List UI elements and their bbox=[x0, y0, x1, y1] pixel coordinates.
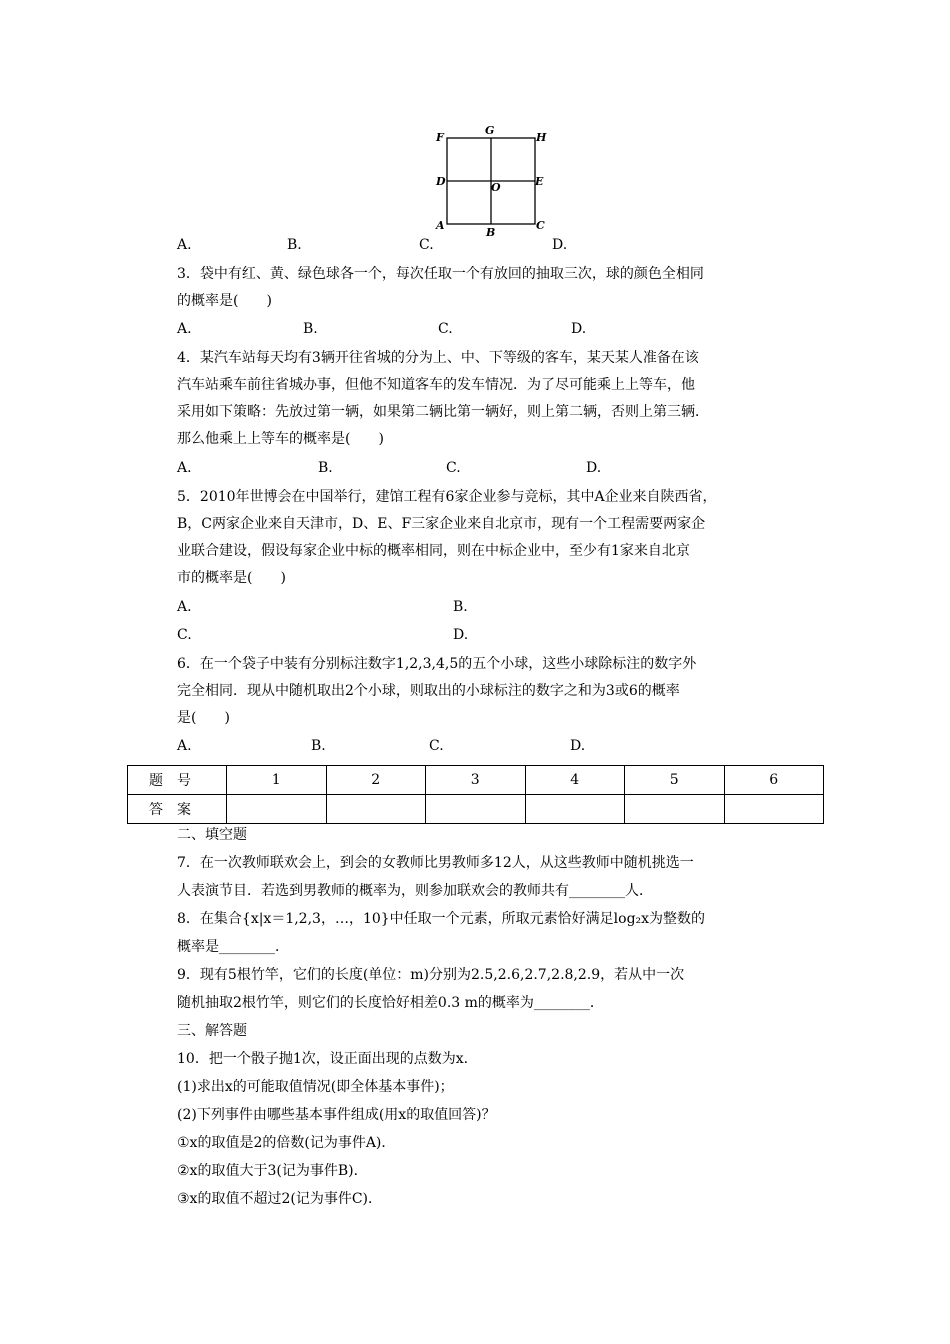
q3-option-d: D. bbox=[571, 321, 587, 337]
grid-svg bbox=[425, 120, 555, 240]
q10-line-1: 10．把一个骰子抛1次，设正面出现的点数为x. bbox=[177, 1051, 469, 1067]
section-2-heading: 二、填空题 bbox=[177, 827, 247, 843]
table-number-6: 6 bbox=[724, 766, 824, 795]
q3-line-2: 的概率是( ) bbox=[177, 293, 272, 309]
label-E: E bbox=[535, 175, 544, 188]
q2-option-c: C. bbox=[419, 237, 434, 253]
q6-option-d: D. bbox=[570, 738, 586, 754]
square-grid-figure bbox=[425, 120, 555, 240]
q3-option-a: A. bbox=[177, 321, 192, 337]
table-number-5: 5 bbox=[625, 766, 725, 795]
q4-line-4: 那么他乘上上等车的概率是( ) bbox=[177, 431, 384, 447]
label-C: C bbox=[536, 219, 545, 232]
q5-line-3: 业联合建设，假设每家企业中标的概率相同，则在中标企业中，至少有1家来自北京 bbox=[177, 543, 690, 559]
q6-option-c: C. bbox=[429, 738, 444, 754]
q6-line-3: 是( ) bbox=[177, 710, 230, 726]
answer-table-answer-row bbox=[128, 795, 824, 824]
q5-line-2: B，C两家企业来自天津市，D、E、F三家企业来自北京市，现有一个工程需要两家企 bbox=[177, 516, 706, 532]
q4-line-1: 4．某汽车站每天均有3辆开往省城的分为上、中、下等级的客车，某天某人准备在该 bbox=[177, 350, 699, 366]
q5-option-d: D. bbox=[453, 627, 469, 643]
answer-cell-2[interactable] bbox=[326, 795, 426, 824]
q3-option-c: C. bbox=[438, 321, 453, 337]
q3-line-1: 3．袋中有红、黄、绿色球各一个，每次任取一个有放回的抽取三次，球的颜色全相同 bbox=[177, 266, 704, 282]
q6-option-a: A. bbox=[177, 738, 192, 754]
q10-line-2: (1)求出x的可能取值情况(即全体基本事件)； bbox=[177, 1079, 454, 1095]
answer-cell-5[interactable] bbox=[625, 795, 725, 824]
table-number-4: 4 bbox=[525, 766, 625, 795]
table-number-3: 3 bbox=[426, 766, 526, 795]
label-B: B bbox=[486, 226, 496, 239]
q2-option-d: D. bbox=[552, 237, 568, 253]
answer-cell-1[interactable] bbox=[227, 795, 327, 824]
q9-line-2: 随机抽取2根竹竿，则它们的长度恰好相差0.3 m的概率为________． bbox=[177, 995, 604, 1011]
q5-line-4: 市的概率是( ) bbox=[177, 570, 286, 586]
q5-option-c: C. bbox=[177, 627, 192, 643]
q4-option-b: B. bbox=[318, 460, 333, 476]
answer-table-number-row bbox=[128, 766, 824, 795]
table-number-1: 1 bbox=[227, 766, 327, 795]
label-D: D bbox=[436, 175, 446, 188]
section-3-heading: 三、解答题 bbox=[177, 1023, 247, 1039]
q7-line-2: 人表演节目．若选到男教师的概率为，则参加联欢会的教师共有________人． bbox=[177, 883, 653, 899]
q4-option-a: A. bbox=[177, 460, 192, 476]
q6-line-2: 完全相同．现从中随机取出2个小球，则取出的小球标注的数字之和为3或6的概率 bbox=[177, 683, 680, 699]
q10-line-6: ③x的取值不超过2(记为事件C)． bbox=[177, 1191, 382, 1207]
q6-option-b: B. bbox=[311, 738, 326, 754]
q6-line-1: 6．在一个袋子中装有分别标注数字1,2,3,4,5的五个小球，这些小球除标注的数字外 bbox=[177, 656, 697, 672]
q10-line-5: ②x的取值大于3(记为事件B)． bbox=[177, 1163, 368, 1179]
label-A: A bbox=[436, 219, 445, 232]
q5-line-1: 5．2010年世博会在中国举行，建馆工程有6家企业参与竞标，其中A企业来自陕西省， bbox=[177, 489, 717, 505]
q8-line-1: 8．在集合{x|x＝1,2,3，…，10}中任取一个元素，所取元素恰好满足log₂x为整数的 bbox=[177, 911, 706, 927]
label-F: F bbox=[436, 131, 444, 144]
q9-line-1: 9．现有5根竹竿，它们的长度(单位：m)分别为2.5,2.6,2.7,2.8,2.9，若从中一次 bbox=[177, 967, 685, 983]
answer-cell-6[interactable] bbox=[724, 795, 824, 824]
q5-option-b: B. bbox=[453, 599, 468, 615]
answer-cell-3[interactable] bbox=[426, 795, 526, 824]
table-number-2: 2 bbox=[326, 766, 426, 795]
answer-cell-4[interactable] bbox=[525, 795, 625, 824]
table-head-number: 题号 bbox=[128, 766, 227, 795]
label-O: O bbox=[491, 181, 501, 194]
label-H: H bbox=[536, 131, 547, 144]
q4-option-c: C. bbox=[446, 460, 461, 476]
answer-table bbox=[127, 765, 824, 824]
q8-line-2: 概率是________． bbox=[177, 939, 289, 955]
q4-option-d: D. bbox=[586, 460, 602, 476]
q10-line-3: (2)下列事件由哪些基本事件组成(用x的取值回答)？ bbox=[177, 1107, 496, 1123]
label-G: G bbox=[485, 124, 495, 137]
q10-line-4: ①x的取值是2的倍数(记为事件A)． bbox=[177, 1135, 396, 1151]
q5-option-a: A. bbox=[177, 599, 192, 615]
q3-option-b: B. bbox=[303, 321, 318, 337]
table-head-answer: 答案 bbox=[128, 795, 227, 824]
q7-line-1: 7．在一次教师联欢会上，到会的女教师比男教师多12人，从这些教师中随机挑选一 bbox=[177, 855, 694, 871]
q4-line-3: 采用如下策略：先放过第一辆，如果第二辆比第一辆好，则上第二辆，否则上第三辆． bbox=[177, 404, 709, 420]
q2-option-b: B. bbox=[287, 237, 302, 253]
q4-line-2: 汽车站乘车前往省城办事，但他不知道客车的发车情况．为了尽可能乘上上等车，他 bbox=[177, 377, 695, 393]
q2-option-a: A. bbox=[177, 237, 192, 253]
